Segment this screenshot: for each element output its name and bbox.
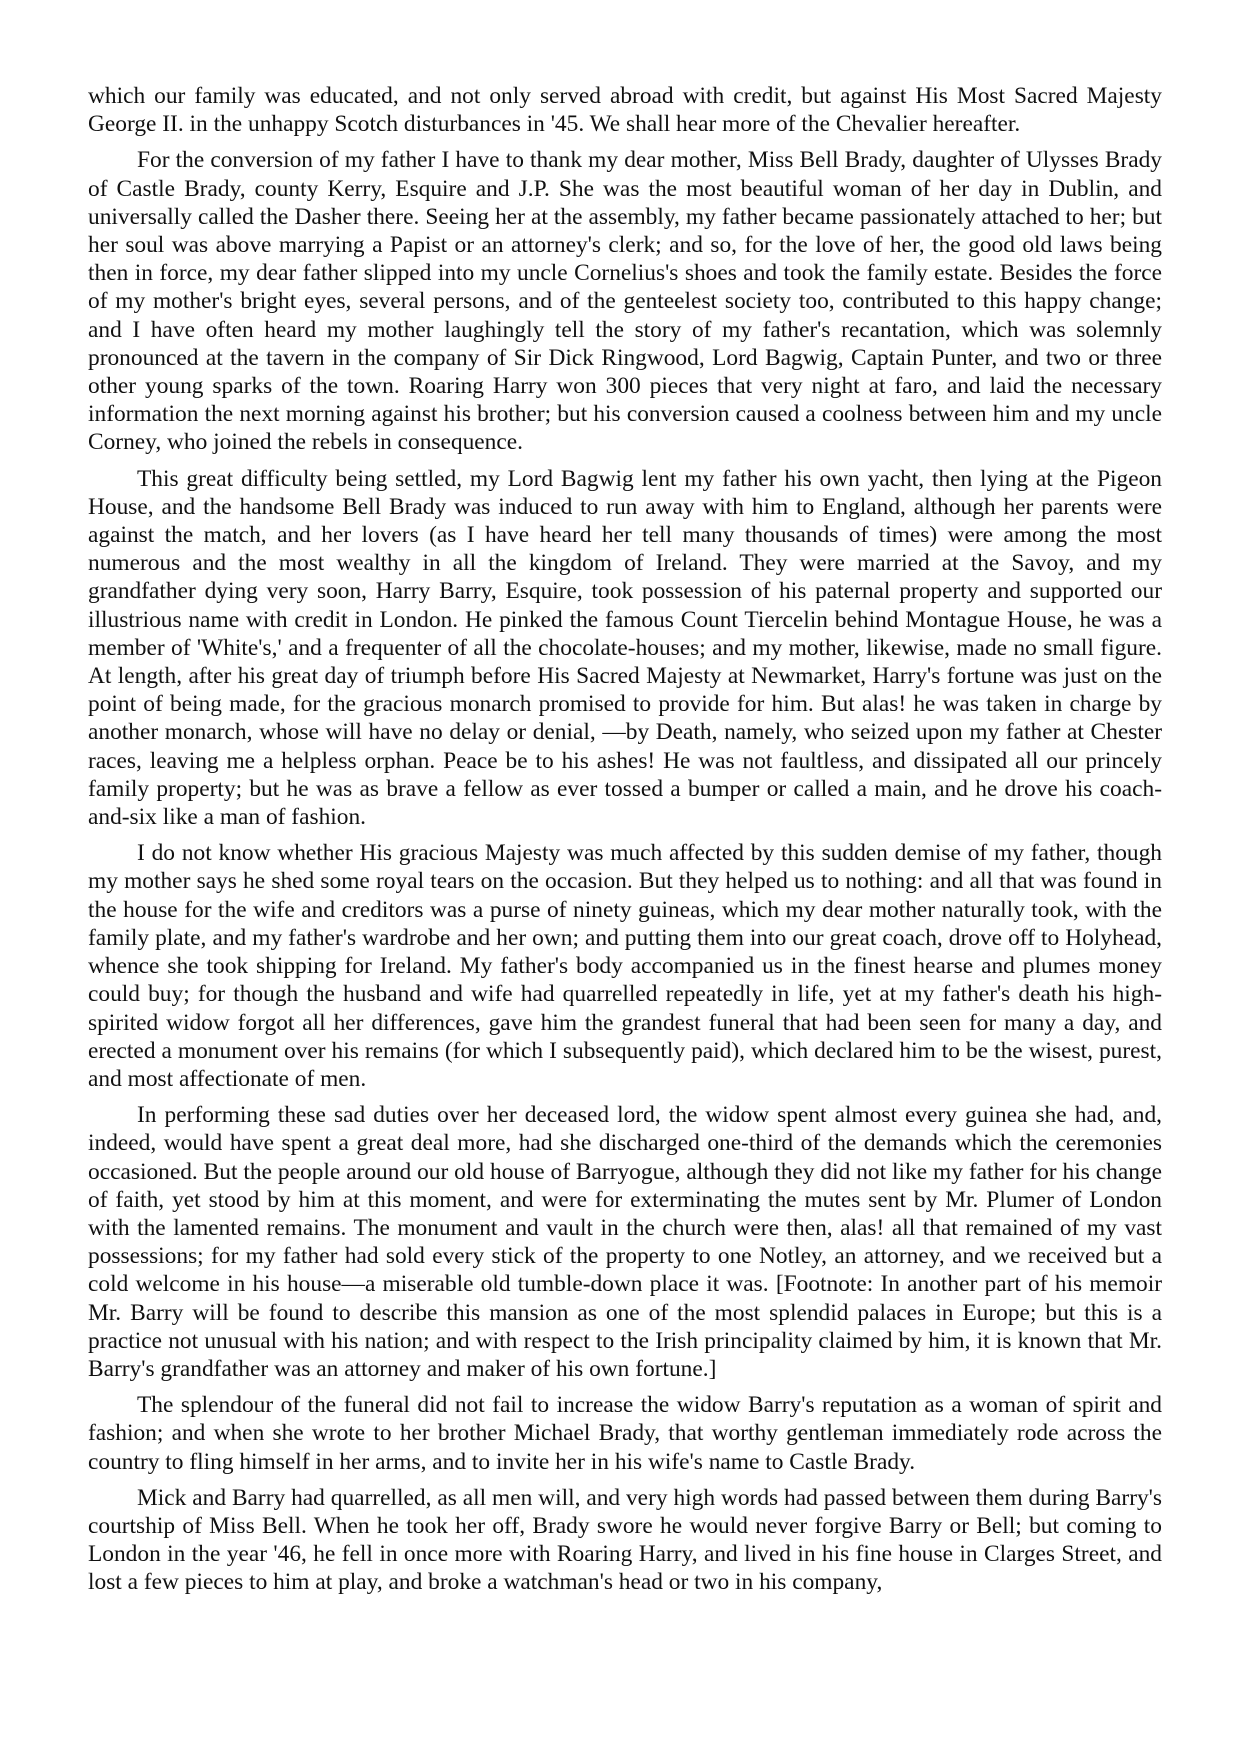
paragraph-7: Mick and Barry had quarrelled, as all men will, and very high words had passed between them during Barry's courtship of Miss Bell. When he took her off, Brady swore he would never forgive Barry or Bell; but coming to London in the year '46, he fell in once more with Roaring Harry, and lived in his fine house in Clarges Street, and lost a few pieces to him at play, and broke a watchman's head or two in his company, <box>88 1484 1162 1596</box>
paragraph-4: I do not know whether His gracious Majesty was much affected by this sudden demise of my father, though my mother says he shed some royal tears on the occasion. But they helped us to nothing: and all that was found in the house for the wife and creditors was a purse of ninety guineas, which my dear mother naturally took, with the family plate, and my father's wardrobe and her own; and putting them into our great coach, drove off to Holyhead, whence she took shipping for Ireland. My father's body accompanied us in the finest hearse and plumes money could buy; for though the husband and wife had quarrelled repeatedly in life, yet at my father's death his high-spirited widow forgot all her differences, gave him the grandest funeral that had been seen for many a day, and erected a monument over his remains (for which I subsequently paid), which declared him to be the wisest, purest, and most affectionate of men. <box>88 840 1162 1092</box>
paragraph-6: The splendour of the funeral did not fail to increase the widow Barry's reputation as a woman of spirit and fashion; and when she wrote to her brother Michael Brady, that worthy gentleman immediately rode across the country to fling himself in her arms, and to invite her in his wife's name to Castle Brady. <box>88 1392 1162 1475</box>
paragraph-1: which our family was educated, and not only served abroad with credit, but against His Most Sacred Majesty George II. in the unhappy Scotch disturbances in '45. We shall hear more of the Chevalier hereafter. <box>88 83 1162 138</box>
document-page <box>88 82 1162 1597</box>
paragraph-3: This great difficulty being settled, my Lord Bagwig lent my father his own yacht, then lying at the Pigeon House, and the handsome Bell Brady was induced to run away with him to England, although her parents were against the match, and her lovers (as I have heard her tell many thousands of times) were among the most numerous and the most wealthy in all the kingdom of Ireland. They were married at the Savoy, and my grandfather dying very soon, Harry Barry, Esquire, took possession of his paternal property and supported our illustrious name with credit in London. He pinked the famous Count Tiercelin behind Montague House, he was a member of 'White's,' and a frequenter of all the chocolate-houses; and my mother, likewise, made no small figure. At length, after his great day of triumph before His Sacred Majesty at Newmarket, Harry's fortune was just on the point of being made, for the gracious monarch promised to provide for him. But alas! he was taken in charge by another monarch, whose will have no delay or denial, —by Death, namely, who seized upon my father at Chester races, leaving me a helpless orphan. Peace be to his ashes! He was not faultless, and dissipated all our princely family property; but he was as brave a fellow as ever tossed a bumper or called a main, and he drove his coach-and-six like a man of fashion. <box>88 465 1162 831</box>
paragraph-2: For the conversion of my father I have to thank my dear mother, Miss Bell Brady, daughter of Ulysses Brady of Castle Brady, county Kerry, Esquire and J.P. She was the most beautiful woman of her day in Dublin, and universally called the Dasher there. Seeing her at the assembly, my father became passionately attached to her; but her soul was above marrying a Papist or an attorney's clerk; and so, for the love of her, the good old laws being then in force, my dear father slipped into my uncle Cornelius's shoes and took the family estate. Besides the force of my mother's bright eyes, several persons, and of the genteelest society too, contributed to this happy change; and I have often heard my mother laughingly tell the story of my father's recantation, which was solemnly pronounced at the tavern in the company of Sir Dick Ringwood, Lord Bagwig, Captain Punter, and two or three other young sparks of the town. Roaring Harry won 300 pieces that very night at faro, and laid the necessary information the next morning against his brother; but his conversion caused a coolness between him and my uncle Corney, who joined the rebels in consequence. <box>88 147 1162 456</box>
paragraph-5: In performing these sad duties over her deceased lord, the widow spent almost every guinea she had, and, indeed, would have spent a great deal more, had she discharged one-third of the demands which the ceremonies occasioned. But the people around our old house of Barryogue, although they did not like my father for his change of faith, yet stood by him at this moment, and were for exterminating the mutes sent by Mr. Plumer of London with the lamented remains. The monument and vault in the church were then, alas! all that remained of my vast possessions; for my father had sold every stick of the property to one Notley, an attorney, and we received but a cold welcome in his house—a miserable old tumble-down place it was. [Footnote: In another part of his memoir Mr. Barry will be found to describe this mansion as one of the most splendid palaces in Europe; but this is a practice not unusual with his nation; and with respect to the Irish principality claimed by him, it is known that Mr. Barry's grandfather was an attorney and maker of his own fortune.] <box>88 1102 1162 1382</box>
